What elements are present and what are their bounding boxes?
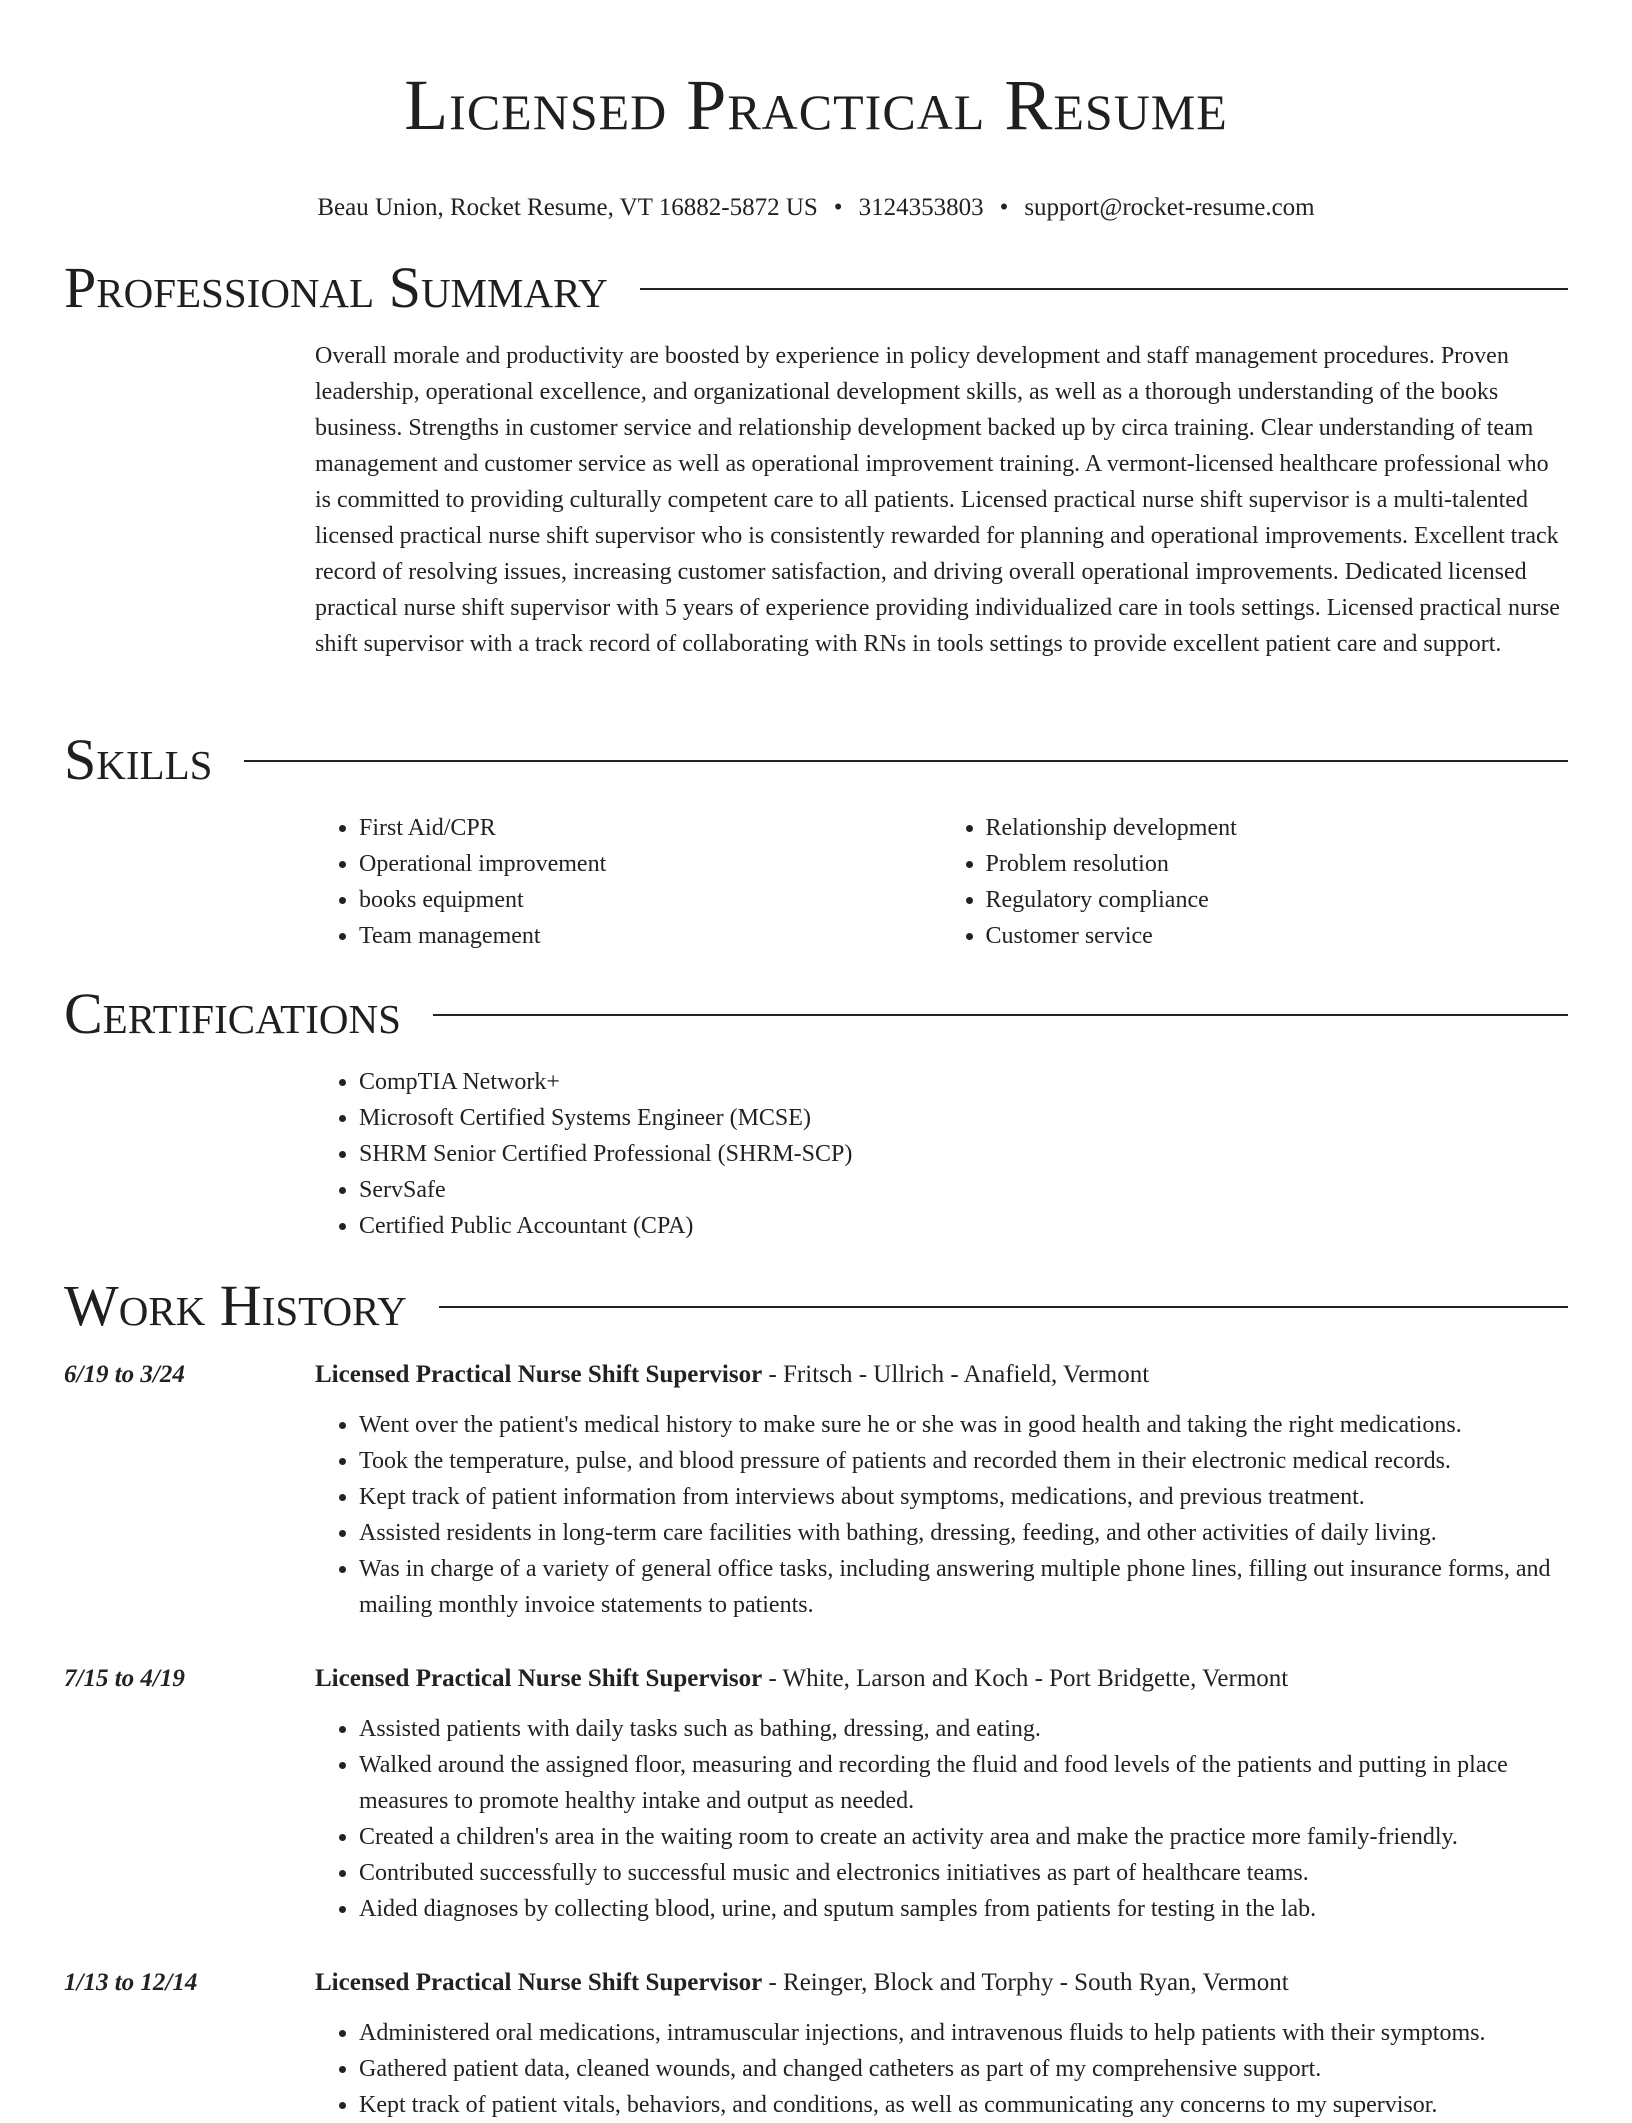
skill-item: • Relationship development: [986, 810, 1569, 846]
job-bullet: • Kept track of patient information from interviews about symptoms, medications, and previous treatment.: [359, 1479, 1568, 1515]
job-heading: [315, 1359, 1568, 1391]
job-bullet: • Was in charge of a variety of general office tasks, including answering multiple phone lines, filling out insurance forms, and mailing monthly invoice statements to patients.: [359, 1551, 1568, 1623]
job-body: [315, 1967, 1568, 2123]
job-company: - Fritsch - Ullrich - Anafield, Vermont: [762, 1361, 1150, 1388]
certifications-section-header: [64, 982, 1568, 1046]
job-bullet: • Took the temperature, pulse, and blood pressure of patients and recorded them in their electronic medical records.: [359, 1443, 1568, 1479]
job-title: Licensed Practical Nurse Shift Supervisor: [315, 1969, 763, 1996]
skills-section-header: [64, 728, 1568, 792]
job-bullet: • Went over the patient's medical history to make sure he or she was in good health and taking the right medications.: [359, 1407, 1568, 1443]
job-bullet: • Aided diagnoses by collecting blood, urine, and sputum samples from patients for testing in the lab.: [359, 1891, 1568, 1927]
skill-item: • Team management: [359, 918, 942, 954]
contact-email: support@rocket-resume.com: [1024, 194, 1315, 221]
skill-item: • Operational improvement: [359, 846, 942, 882]
skill-item: • Problem resolution: [986, 846, 1569, 882]
certification-item: • Microsoft Certified Systems Engineer (MCSE): [359, 1100, 1568, 1136]
job-bullets: [315, 1711, 1568, 1927]
job-dates: 6/19 to 3/24: [64, 1361, 185, 1388]
certification-item: • SHRM Senior Certified Professional (SHRM-SCP): [359, 1136, 1568, 1172]
job-dates: 1/13 to 12/14: [64, 1969, 198, 1996]
section-divider: [640, 288, 1568, 290]
job-company: - White, Larson and Koch - Port Bridgette, Vermont: [762, 1665, 1289, 1692]
skill-item: • Regulatory compliance: [986, 882, 1569, 918]
job-bullet: • Assisted patients with daily tasks such as bathing, dressing, and eating.: [359, 1711, 1568, 1747]
section-divider: [439, 1306, 1568, 1308]
job-entry: [64, 1359, 1568, 1623]
certification-item: • CompTIA Network+: [359, 1064, 1568, 1100]
certification-item: • ServSafe: [359, 1172, 1568, 1208]
summary-section-header: [64, 256, 1568, 320]
skills-list-left: [315, 810, 942, 954]
skill-item: • First Aid/CPR: [359, 810, 942, 846]
job-bullet: • Assisted residents in long-term care facilities with bathing, dressing, feeding, and other activities of daily living.: [359, 1515, 1568, 1551]
skill-item: • Customer service: [986, 918, 1569, 954]
skills-title: Skills: [64, 727, 213, 792]
skills-block: [315, 810, 1568, 954]
certifications-list: [315, 1064, 1568, 1244]
summary-text: Overall morale and productivity are boosted by experience in policy development and staff management procedures. Proven leadership, operational excellence, and organizational development skills, as well as a thorough understanding of the books business. Strengths in customer service and relationship development backed up by circa training. Clear understanding of team management and customer service as well as operational improvement training. A vermont-licensed healthcare professional who is committed to providing culturally competent care to all patients. Licensed practical nurse shift supervisor is a multi-talented licensed practical nurse shift supervisor who is consistently rewarded for planning and operational improvements. Excellent track record of resolving issues, increasing customer satisfaction, and driving overall operational improvements. Dedicated licensed practical nurse shift supervisor with 5 years of experience providing individualized care in tools settings. Licensed practical nurse shift supervisor with a track record of collaborating with RNs in tools settings to provide excellent patient care and support.: [315, 343, 1560, 657]
job-entry: [64, 1663, 1568, 1927]
certifications-title: Certifications: [64, 981, 401, 1046]
summary-block: [315, 338, 1568, 662]
job-title: Licensed Practical Nurse Shift Supervisor: [315, 1665, 763, 1692]
job-bullet: • Administered oral medications, intramuscular injections, and intravenous fluids to help patients with their symptoms.: [359, 2015, 1568, 2051]
job-heading: [315, 1967, 1568, 1999]
job-dates: 7/15 to 4/19: [64, 1665, 185, 1692]
contact-separator: •: [833, 194, 843, 221]
job-title: Licensed Practical Nurse Shift Supervisor: [315, 1361, 763, 1388]
job-bullets: [315, 2015, 1568, 2123]
section-divider: [244, 760, 1568, 762]
job-entry: [64, 1967, 1568, 2123]
job-body: [315, 1359, 1568, 1623]
job-bullet: • Created a children's area in the waiting room to create an activity area and make the practice more family-friendly.: [359, 1819, 1568, 1855]
job-bullet: • Walked around the assigned floor, measuring and recording the fluid and food levels of the patients and putting in place measures to promote healthy intake and output as needed.: [359, 1747, 1568, 1819]
certifications-block: [315, 1064, 1568, 1244]
work-title: Work History: [64, 1273, 407, 1338]
job-bullet: • Gathered patient data, cleaned wounds, and changed catheters as part of my comprehensive support.: [359, 2051, 1568, 2087]
contact-phone: 3124353803: [858, 194, 984, 221]
contact-separator: •: [999, 194, 1009, 221]
work-section-header: [64, 1274, 1568, 1338]
contact-line: [0, 192, 1632, 224]
certification-item: • Certified Public Accountant (CPA): [359, 1208, 1568, 1244]
job-bullet: • Contributed successfully to successful music and electronics initiatives as part of healthcare teams.: [359, 1855, 1568, 1891]
job-body: [315, 1663, 1568, 1927]
job-company: - Reinger, Block and Torphy - South Ryan, Vermont: [762, 1969, 1289, 1996]
job-bullets: [315, 1407, 1568, 1623]
resume-name: Licensed Practical Resume: [404, 65, 1228, 145]
skill-item: • books equipment: [359, 882, 942, 918]
summary-title: Professional Summary: [64, 255, 608, 320]
contact-address: Beau Union, Rocket Resume, VT 16882-5872 US: [317, 194, 818, 221]
job-bullet: • Kept track of patient vitals, behaviors, and conditions, as well as communicating any concerns to my supervisor.: [359, 2087, 1568, 2123]
job-heading: [315, 1663, 1568, 1695]
skills-list-right: [942, 810, 1569, 954]
section-divider: [433, 1014, 1568, 1016]
